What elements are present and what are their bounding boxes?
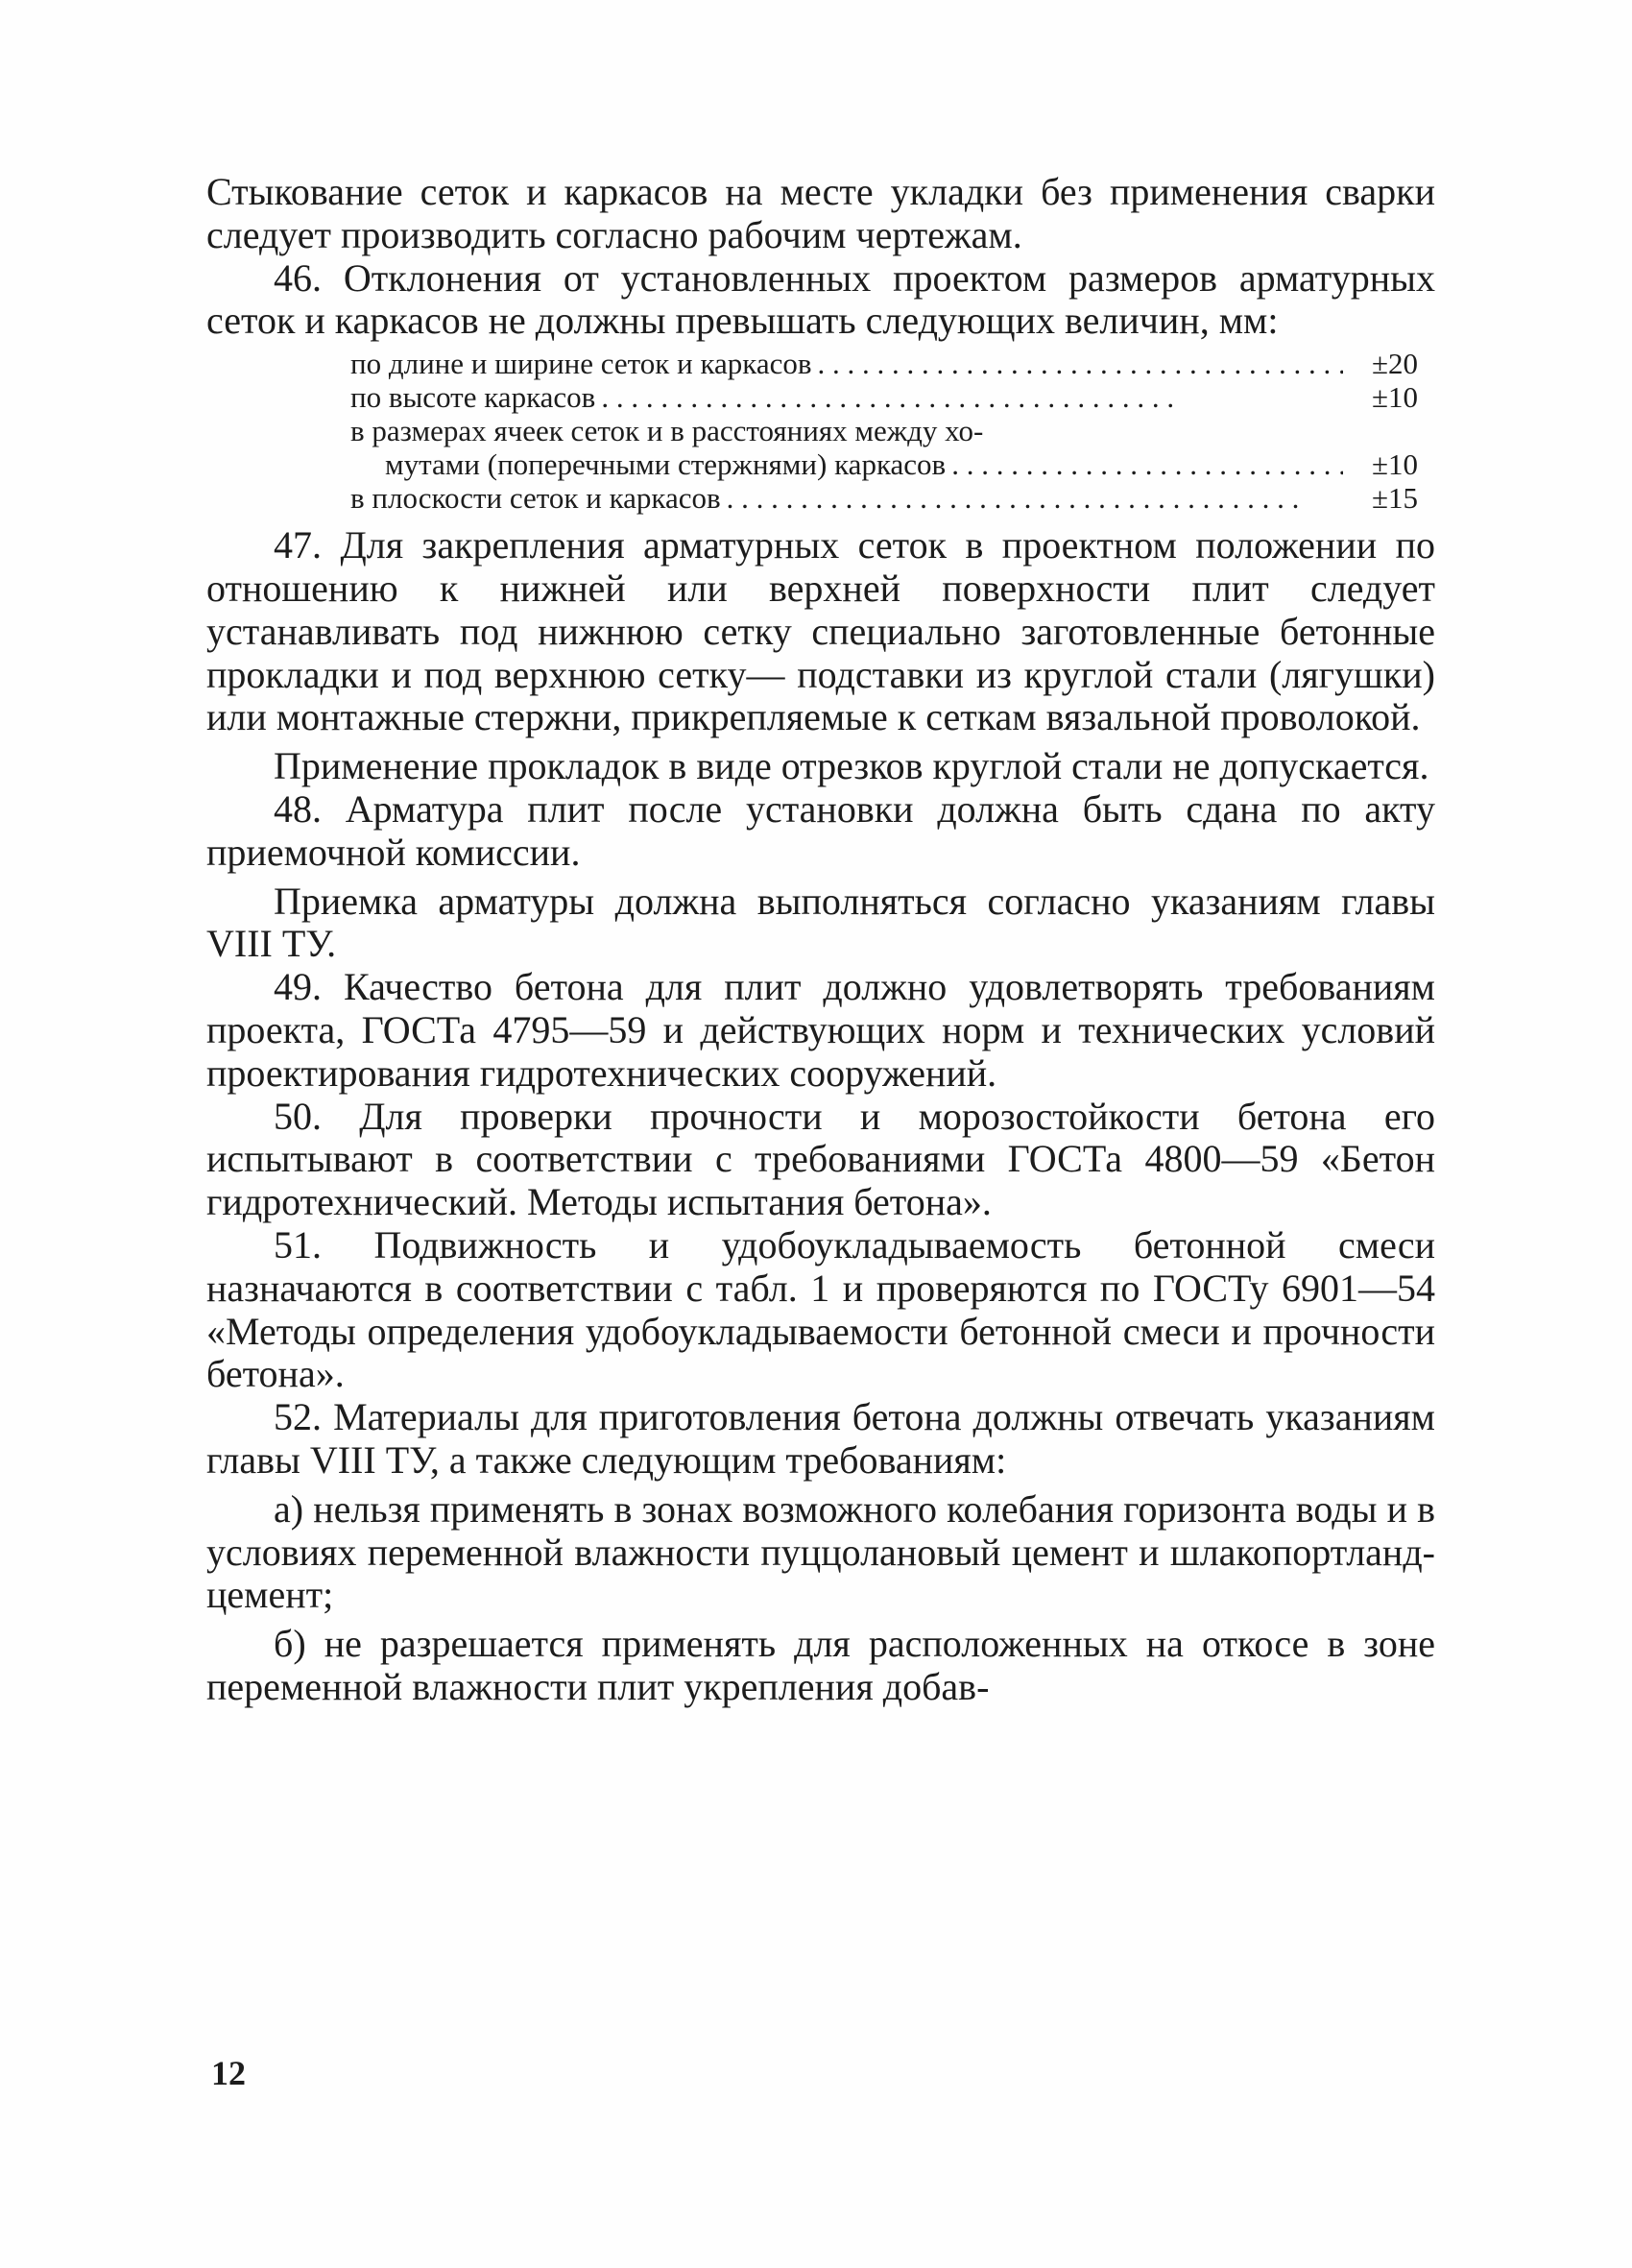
- dot-leader: [721, 481, 1343, 515]
- tolerance-row: [350, 380, 1418, 414]
- page-number: 12: [211, 2054, 246, 2092]
- tolerance-label: мутами (поперечными стержнями) каркасов: [385, 447, 947, 482]
- paragraph-48: 48. Арматура плит после установки должна быть сдана по акту приемочной комиссии.: [206, 786, 1435, 874]
- tolerance-row: [350, 447, 1418, 481]
- dot-leader: [946, 447, 1343, 481]
- paragraph-49: 49. Качество бетона для плит должно удовлетворять требованиям проекта, ГОСТа 4795—59 и действующих норм и технических условий проектирования гидротехнических сооружений.: [206, 965, 1435, 1095]
- dot-leader: [595, 380, 1343, 414]
- tolerance-value: ±15: [1371, 481, 1418, 516]
- paragraph-no-rods: Применение прокладок в виде отрезков круглой стали не допускается.: [274, 744, 1429, 788]
- tolerance-list: [350, 347, 1418, 515]
- paragraph-52: 52. Материалы для приготовления бетона должны отвечать указаниям главы VIII ТУ, а также следующим требованиям:: [206, 1395, 1435, 1482]
- paragraph-52b: б) не разрешается применять для расположенных на откосе в зоне переменной влажности плит укрепления добав-: [206, 1622, 1435, 1708]
- paragraph-52a: а) нельзя применять в зонах возможного колебания горизонта воды и в условиях переменной влажности пуццолановый цемент и шлакопортланд-цемент;: [206, 1486, 1435, 1617]
- tolerance-label: по длине и ширине сеток и каркасов: [350, 347, 812, 381]
- dot-leader: [812, 347, 1343, 380]
- tolerance-value: ±10: [1371, 380, 1418, 415]
- paragraph-47: 47. Для закрепления арматурных сеток в проектном положении по отношению к нижней или верхней поверхности плит следует устанавливать под нижнюю сетку специально заготовленные бетонные прокладки и под верхнюю сетку— подставки из круглой стали (лягушки) или монтажные стержни, прикрепляемые к сеткам вязальной проволокой.: [206, 523, 1435, 739]
- tolerance-row-line1: [350, 414, 1418, 447]
- paragraph-50: 50. Для проверки прочности и морозостойкости бетона его испытывают в соответствии с требованиями ГОСТа 4800—59 «Бетон гидротехнический. Методы испытания бетона».: [206, 1094, 1435, 1224]
- tolerance-label: в размерах ячеек сеток и в расстояниях между хо-: [350, 414, 984, 448]
- tolerance-value: ±20: [1371, 347, 1418, 381]
- tolerance-label: по высоте каркасов: [350, 380, 596, 415]
- paragraph-46: 46. Отклонения от установленных проектом размеров арматурных сеток и каркасов не должны превышать следующих величин, мм:: [206, 255, 1435, 343]
- paragraph-acceptance: Приемка арматуры должна выполняться согласно указаниям главы VIII ТУ.: [206, 879, 1435, 966]
- tolerance-row: [350, 481, 1418, 515]
- tolerance-value: ±10: [1371, 447, 1418, 482]
- paragraph-docking-meshes: Стыкование сеток и каркасов на месте укладки без применения сварки следует производить согласно рабочим чертежам.: [206, 170, 1435, 256]
- tolerance-label: в плоскости сеток и каркасов: [350, 481, 721, 516]
- tolerance-row: [350, 347, 1418, 380]
- text-column: [206, 171, 1435, 1709]
- paragraph-51: 51. Подвижность и удобоукладываемость бетонной смеси назначаются в соответствии с табл. 1 и проверяются по ГОСТу 6901—54 «Методы определения удобоукладываемости бетонной смеси и прочности бетона».: [206, 1222, 1435, 1396]
